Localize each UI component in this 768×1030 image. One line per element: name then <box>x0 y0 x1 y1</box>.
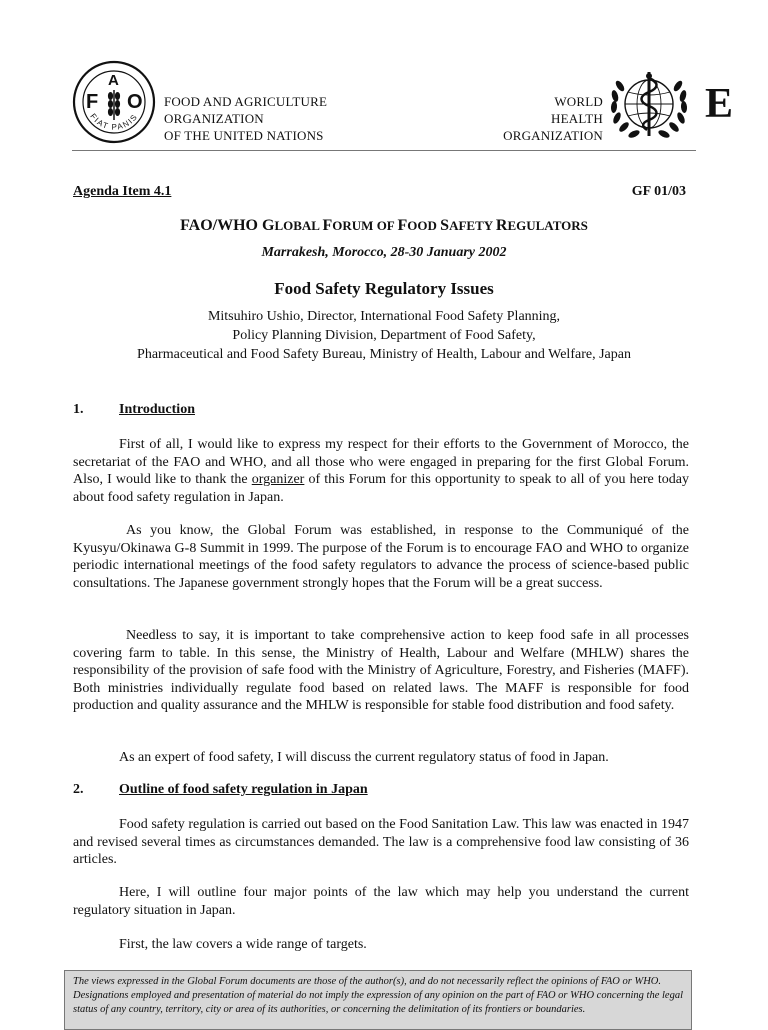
paragraph-introduction-3: Needless to say, it is important to take comprehensive action to keep food safe in all processes covering farm to table. In this sense, the Ministry of Health, Labour and Welfare (MHLW) shares the responsibility of the provision of safe food with the Ministry of Agriculture, Forestry, and Fisheries (MAFF). Both ministries individually regulate food based on related laws. The MAFF is responsible for food production and quality assurance and the MHLW is responsible for stable food distribution and food safety. <box>73 628 689 714</box>
paragraph-outline-2: Here, I will outline four major points of the law which may help you understand the current regulatory situation in Japan. <box>73 885 689 918</box>
document-code: GF 01/03 <box>631 184 686 199</box>
underlined-word: organizer <box>251 472 305 488</box>
fao-organization-name: FOOD AND AGRICULTURE ORGANIZATION OF THE UNITED NATIONS <box>164 94 328 143</box>
who-organization-name: WORLD HEALTH ORGANIZATION <box>503 94 603 143</box>
paragraph-introduction-1: First of all, I would like to express my respect for their efforts to the Government of Morocco, the secretariat of the FAO and WHO, and all those who were engaged in preparing for the first Global Forum. Also, I would like to thank the organizer of this Forum for this opportunity to speak to all of you here today about food safety regulation in Japan. <box>73 437 689 505</box>
disclaimer-box: The views expressed in the Global Forum documents are those of the author(s), and do not necessarily reflect the opinions of FAO or WHO. Designations employed and presentation of material do not imply the expression of any opinion on the part of FAO or WHO concerning the legal status of any country, territory, city or area of its authorities, or concerning the delimitation of its frontiers or boundaries. <box>64 970 692 1030</box>
fao-logo-letter-o: O <box>127 91 143 113</box>
paragraph-introduction-4: As an expert of food safety, I will discuss the current regulatory status of food in Japan. <box>119 750 609 765</box>
paragraph-outline-3: First, the law covers a wide range of targets. <box>119 937 367 952</box>
fao-emblem-icon <box>72 60 156 144</box>
paragraph-outline-1: Food safety regulation is carried out based on the Food Sanitation Law. This law was enacted in 1947 and revised several times as circumstances demanded. The law is a comprehensive food law consisting of 36 articles. <box>73 817 689 868</box>
language-code: E <box>705 81 734 127</box>
paragraph-introduction-2: As you know, the Global Forum was established, in response to the Communiqué of the Kyusyu/Okinawa G-8 Summit in 1999. The purpose of the Forum is to encourage FAO and WHO to organize periodic international meetings of the food safety regulators to advance the process of science-based public consultations. The Japanese government strongly hopes that the Forum will be a great success. <box>73 523 689 591</box>
fao-logo-letter-a: A <box>108 72 119 89</box>
header-divider <box>72 150 696 151</box>
author-affiliation: Mitsuhiro Ushio, Director, International Food Safety Planning, Policy Planning Division, Department of Food Safety, Pharmaceutical and Food Safety Bureau, Ministry of Health, Labour and Welfare, Japan <box>137 309 631 362</box>
section-heading-outline: 2. Outline of food safety regulation in Japan <box>73 782 368 797</box>
section-heading-introduction: 1. Introduction <box>73 402 195 417</box>
paper-title: Food Safety Regulatory Issues <box>274 279 494 298</box>
who-emblem-icon <box>606 64 692 144</box>
venue-dates: Marrakesh, Morocco, 28-30 January 2002 <box>261 245 507 260</box>
fao-logo-letter-f: F <box>86 91 99 113</box>
forum-title: FAO/WHO GLOBAL FORUM OF FOOD SAFETY REGULATORS <box>180 217 588 234</box>
fao-logo-motto: FIAT PANIS <box>88 111 140 132</box>
agenda-item: Agenda Item 4.1 <box>73 184 172 199</box>
